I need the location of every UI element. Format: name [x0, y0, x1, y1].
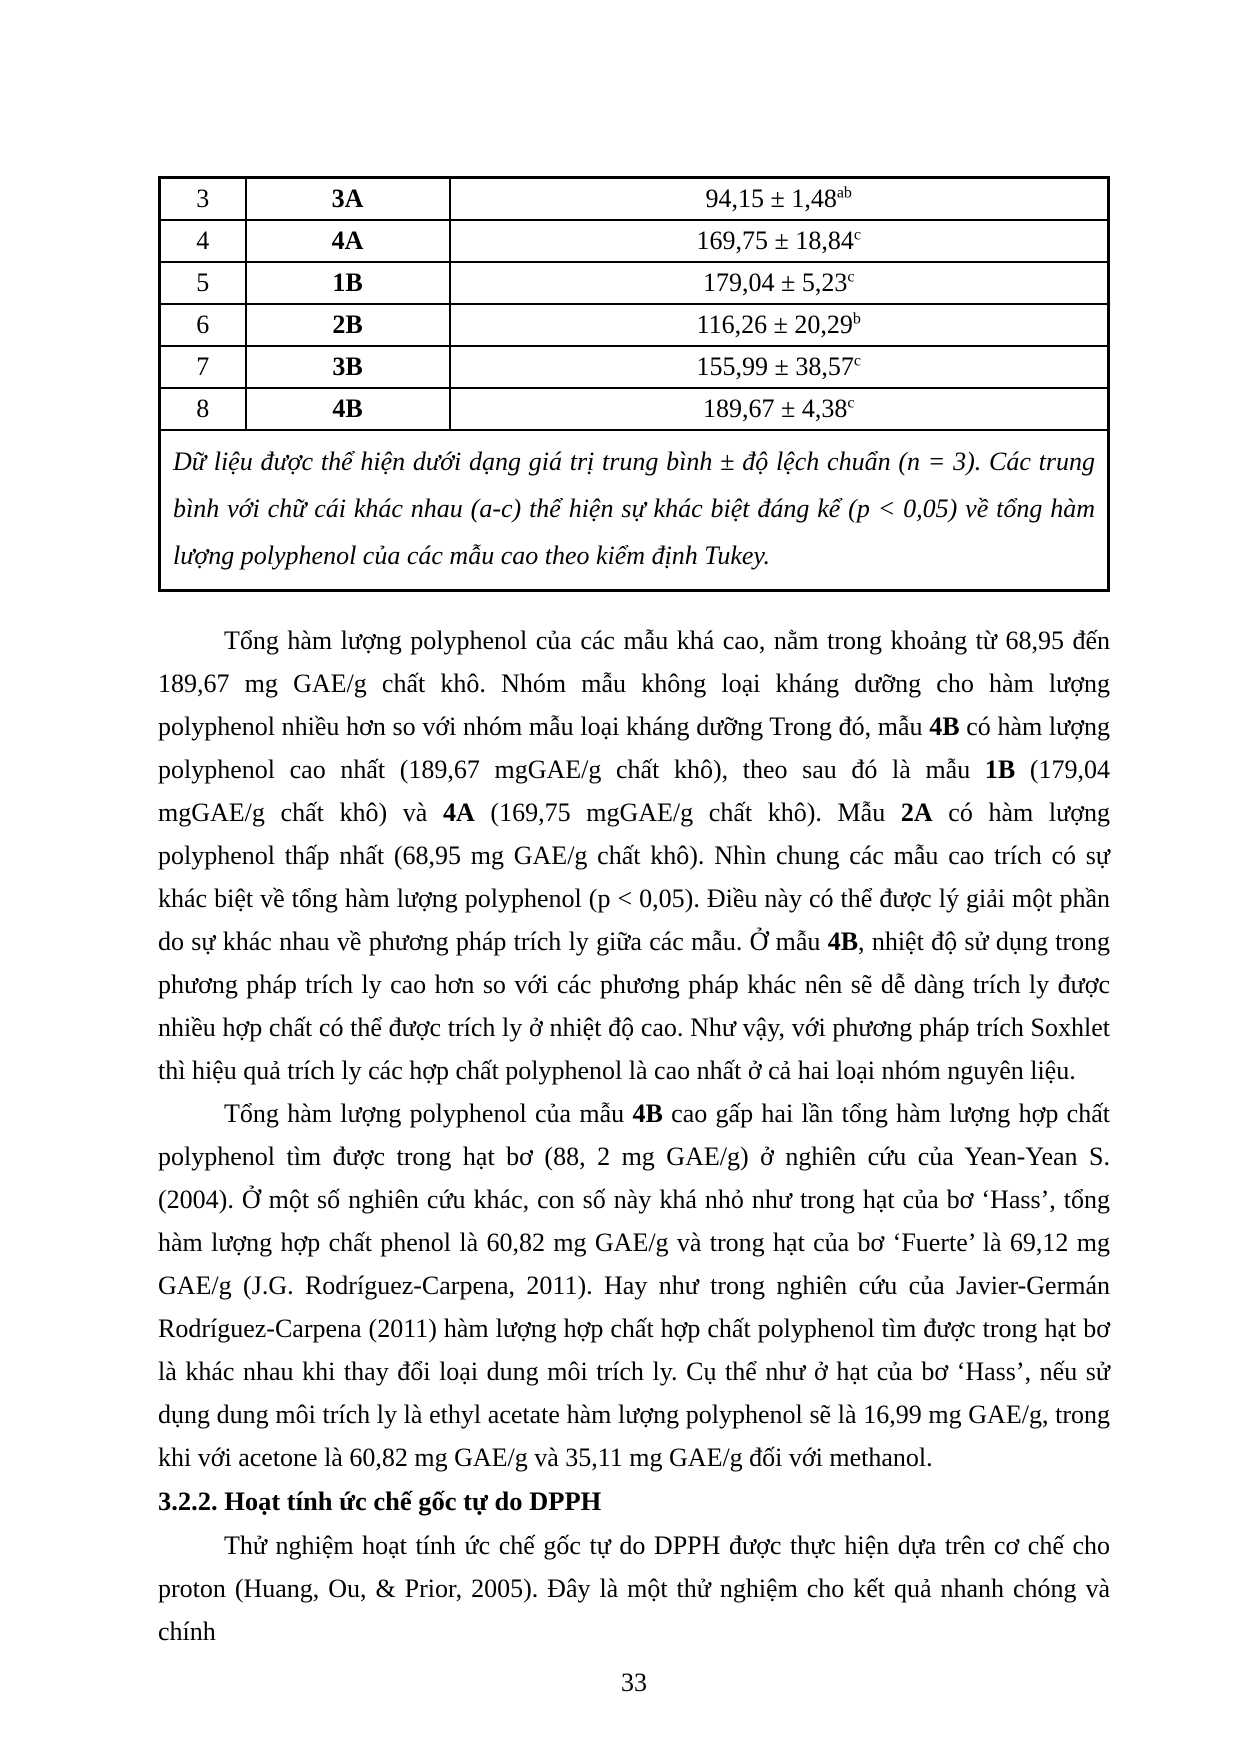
significance-letter: c	[853, 225, 861, 243]
paragraph-polyphenol-results	[158, 619, 1110, 1092]
row-index-cell: 4	[160, 220, 246, 262]
tpc-value-cell	[450, 388, 1109, 430]
text-run: Thử nghiệm hoạt tính ức chế gốc tự do DPPH được thực hiện dựa trên cơ chế cho proton (Huang, Ou, & Prior, 2005). Đây là một thử nghiệm cho kết quả nhanh chóng và chính	[158, 1530, 1110, 1646]
significance-letter: c	[847, 267, 855, 285]
tpc-value-cell	[450, 346, 1109, 388]
text-run: 4B	[929, 711, 960, 741]
significance-letter: c	[847, 393, 855, 411]
tpc-value: 189,67 ± 4,38	[703, 393, 848, 423]
tpc-value-cell	[450, 262, 1109, 304]
text-run: có hàm lượng polyphenol thấp nhất (68,95 mg GAE/g chất khô). Nhìn chung các mẫu cao trích có sự khác biệt về tổng hàm lượng polyphenol (p < 0,05). Điều này có thể được lý giải một phần do sự khác nhau về phương pháp trích ly giữa các mẫu. Ở mẫu	[158, 797, 1110, 956]
page-number: 33	[621, 1668, 647, 1697]
text-run: Tổng hàm lượng polyphenol của các mẫu khá cao, nằm trong khoảng từ 68,95 đến 189,67 mg GAE/g chất khô. Nhóm mẫu không loại kháng dưỡng cho hàm lượng polyphenol nhiều hơn so với nhóm mẫu loại kháng dưỡng Trong đó, mẫu	[158, 625, 1110, 741]
table-row	[160, 178, 1109, 220]
table-row	[160, 346, 1109, 388]
results-table	[158, 176, 1110, 592]
tpc-value: 179,04 ± 5,23	[703, 267, 848, 297]
row-index-cell: 3	[160, 178, 246, 220]
tpc-value: 155,99 ± 38,57	[696, 351, 854, 381]
significance-letter: b	[852, 309, 861, 327]
sample-code-cell: 4A	[246, 220, 450, 262]
tpc-value-cell	[450, 178, 1109, 220]
row-index-cell: 6	[160, 304, 246, 346]
text-run: cao gấp hai lần tổng hàm lượng hợp chất polyphenol tìm được trong hạt bơ (88, 2 mg GAE/g) ở nghiên cứu của Yean-Yean S. (2004). Ở một số nghiên cứu khác, con số này khá nhỏ như trong hạt của bơ ‘Hass’, tổng hàm lượng hợp chất phenol là 60,82 mg GAE/g và trong hạt của bơ ‘Fuerte’ là 69,12 mg GAE/g (J.G. Rodríguez-Carpena, 2011). Hay như trong nghiên cứu của Javier-Germán Rodríguez-Carpena (2011) hàm lượng hợp chất hợp chất polyphenol tìm được trong hạt bơ là khác nhau khi thay đổi loại dung môi trích ly. Cụ thể như ở hạt của bơ ‘Hass’, nếu sử dụng dung môi trích ly là ethyl acetate hàm lượng polyphenol sẽ là 16,99 mg GAE/g, trong khi với acetone là 60,82 mg GAE/g và 35,11 mg GAE/g đối với methanol.	[158, 1098, 1110, 1472]
text-run: 4B	[632, 1098, 663, 1128]
significance-letter: ab	[836, 184, 852, 202]
tpc-value: 116,26 ± 20,29	[696, 309, 853, 339]
sample-code-cell: 1B	[246, 262, 450, 304]
table-row	[160, 262, 1109, 304]
text-run: (179,04 mgGAE/g chất khô) và	[158, 754, 1110, 827]
paragraph-dpph-intro	[158, 1524, 1110, 1653]
table-note: Dữ liệu được thể hiện dưới dạng giá trị trung bình ± độ lệch chuẩn (n = 3). Các trung bình với chữ cái khác nhau (a-c) thể hiện sự khác biệt đáng kể (p < 0,05) về tổng hàm lượng polyphenol của các mẫu cao theo kiểm định Tukey.	[160, 430, 1109, 591]
sample-code-cell: 3B	[246, 346, 450, 388]
section-heading-dpph: 3.2.2. Hoạt tính ức chế gốc tự do DPPH	[158, 1485, 602, 1516]
table-row	[160, 220, 1109, 262]
tpc-value-cell	[450, 220, 1109, 262]
sample-code-cell: 2B	[246, 304, 450, 346]
table-row	[160, 388, 1109, 430]
text-run: (169,75 mgGAE/g chất khô). Mẫu	[474, 797, 901, 827]
paragraph-polyphenol-comparison	[158, 1092, 1110, 1479]
row-index-cell: 7	[160, 346, 246, 388]
tpc-value: 94,15 ± 1,48	[705, 184, 837, 213]
sample-code-cell: 3A	[246, 178, 450, 220]
tpc-value: 169,75 ± 18,84	[696, 225, 854, 255]
tpc-value-cell	[450, 304, 1109, 346]
body-text	[158, 619, 1110, 1653]
significance-letter: c	[853, 351, 861, 369]
row-index-cell: 5	[160, 262, 246, 304]
row-index-cell: 8	[160, 388, 246, 430]
text-run: 1B	[984, 754, 1016, 784]
sample-code-cell: 4B	[246, 388, 450, 430]
table-note-row	[160, 430, 1109, 591]
text-run: 4B	[827, 926, 859, 956]
text-run: 4A	[443, 797, 475, 827]
text-run: Tổng hàm lượng polyphenol của mẫu	[224, 1098, 633, 1128]
text-run: 2A	[900, 797, 933, 827]
table-row	[160, 304, 1109, 346]
page-content-column	[158, 176, 1110, 1653]
text-run: , nhiệt độ sử dụng trong phương pháp trích ly cao hơn so với các phương pháp khác nên sẽ dễ dàng trích ly được nhiều hợp chất có thể được trích ly ở nhiệt độ cao. Như vậy, với phương pháp trích Soxhlet thì hiệu quả trích ly các hợp chất polyphenol là cao nhất ở cả hai loại nhóm nguyên liệu.	[158, 926, 1110, 1085]
text-run: có hàm lượng polyphenol cao nhất (189,67 mgGAE/g chất khô), theo sau đó là mẫu	[158, 711, 1110, 784]
